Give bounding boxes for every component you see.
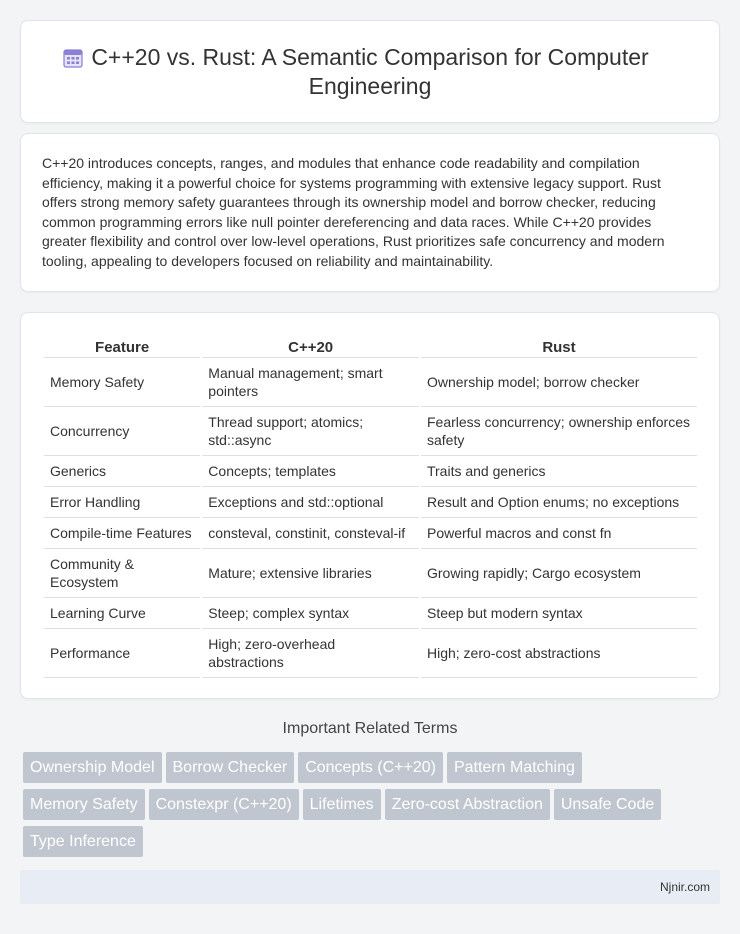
table-row — [44, 456, 697, 487]
rust-cell: Growing rapidly; Cargo ecosystem — [421, 549, 697, 598]
feature-cell: Community & Ecosystem — [44, 549, 200, 598]
rust-cell: High; zero-cost abstractions — [421, 629, 697, 678]
related-term-tag[interactable]: Lifetimes — [303, 789, 381, 820]
table-row — [44, 358, 697, 407]
rust-cell: Result and Option enums; no exceptions — [421, 487, 697, 518]
intro-text: C++20 introduces concepts, ranges, and modules that enhance code readability and compilation efficiency, making it a powerful choice for systems programming with extensive legacy support. Rust offers strong memory safety guarantees through its ownership model and borrow checker, reducing common programming errors like null pointer dereferencing and data races. While C++20 provides greater flexibility and control over low-level operations, Rust prioritizes safe concurrency and modern tooling, appealing to developers focused on reliability and maintainability. — [42, 155, 665, 269]
feature-cell: Generics — [44, 456, 200, 487]
title-line-2: Engineering — [308, 73, 432, 99]
cpp20-cell: Thread support; atomics; std::async — [202, 407, 419, 456]
related-term-tag[interactable]: Unsafe Code — [554, 789, 661, 820]
cpp20-cell: Manual management; smart pointers — [202, 358, 419, 407]
title-line-1: C++20 vs. Rust: A Semantic Comparison for Computer — [91, 44, 649, 70]
cpp20-cell: Mature; extensive libraries — [202, 549, 419, 598]
table-row — [44, 407, 697, 456]
rust-cell: Fearless concurrency; ownership enforces safety — [421, 407, 697, 456]
rust-cell: Ownership model; borrow checker — [421, 358, 697, 407]
feature-cell: Compile-time Features — [44, 518, 200, 549]
header-card — [20, 20, 720, 123]
rust-cell: Powerful macros and const fn — [421, 518, 697, 549]
related-term-tag[interactable]: Borrow Checker — [166, 752, 295, 783]
cpp20-cell: Exceptions and std::optional — [202, 487, 419, 518]
table-header-row — [44, 333, 697, 358]
feature-cell: Learning Curve — [44, 598, 200, 629]
table-row — [44, 598, 697, 629]
related-terms-tags — [23, 752, 703, 863]
header-rust: Rust — [421, 333, 697, 358]
intro-card — [20, 133, 720, 292]
related-term-tag[interactable]: Pattern Matching — [447, 752, 582, 783]
footer-site-link[interactable]: Njnir.com — [659, 880, 710, 894]
feature-cell: Concurrency — [44, 407, 200, 456]
cpp20-cell: High; zero-overhead abstractions — [202, 629, 419, 678]
related-term-tag[interactable]: Concepts (C++20) — [298, 752, 443, 783]
footer — [20, 870, 720, 904]
rust-cell: Steep but modern syntax — [421, 598, 697, 629]
related-term-tag[interactable]: Memory Safety — [23, 789, 145, 820]
table-row — [44, 518, 697, 549]
rust-cell: Traits and generics — [421, 456, 697, 487]
table-row — [44, 549, 697, 598]
comparison-table — [42, 333, 699, 678]
table-row — [44, 629, 697, 678]
header-feature: Feature — [44, 333, 200, 358]
page-title — [21, 43, 719, 101]
related-term-tag[interactable]: Ownership Model — [23, 752, 162, 783]
feature-cell: Memory Safety — [44, 358, 200, 407]
related-term-tag[interactable]: Zero-cost Abstraction — [385, 789, 550, 820]
related-term-tag[interactable]: Type Inference — [23, 826, 143, 857]
related-terms-title: Important Related Terms — [282, 720, 458, 737]
header-cpp20: C++20 — [202, 333, 419, 358]
cpp20-cell: Concepts; templates — [202, 456, 419, 487]
comparison-table-card — [20, 312, 720, 699]
cpp20-cell: Steep; complex syntax — [202, 598, 419, 629]
related-term-tag[interactable]: Constexpr (C++20) — [149, 789, 299, 820]
table-row — [44, 487, 697, 518]
feature-cell: Error Handling — [44, 487, 200, 518]
feature-cell: Performance — [44, 629, 200, 678]
cpp20-cell: consteval, constinit, consteval-if — [202, 518, 419, 549]
